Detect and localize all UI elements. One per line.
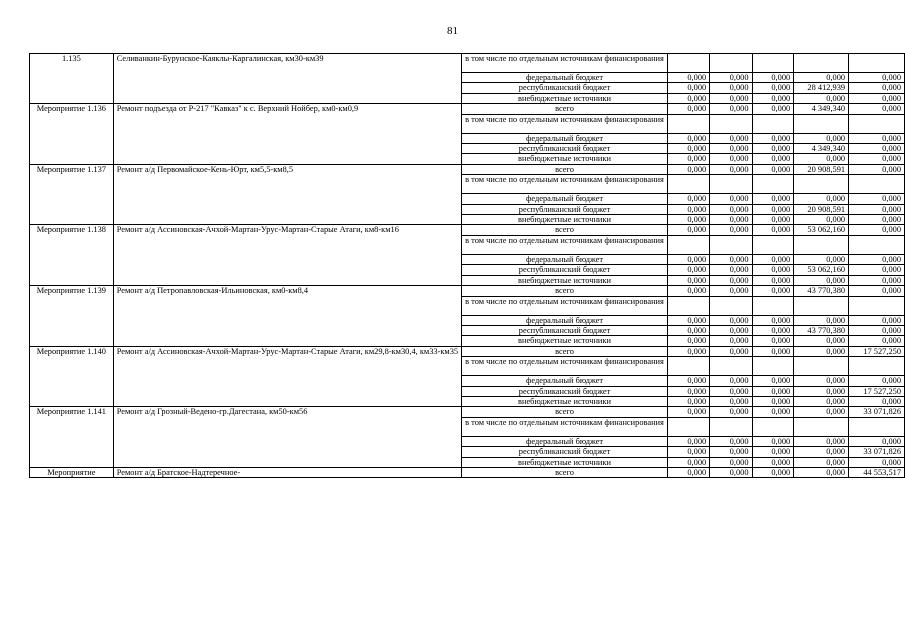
page-number: 81 xyxy=(447,25,458,37)
value-cell: 33 071,826 xyxy=(849,447,905,457)
value-cell: 0,000 xyxy=(752,194,794,204)
value-cell: 0,000 xyxy=(667,133,709,143)
empty-cell xyxy=(849,235,905,254)
value-cell: 0,000 xyxy=(710,254,752,264)
row-label-offbudget-sources: внебюджетные источники xyxy=(462,396,668,406)
value-cell: 0,000 xyxy=(794,447,849,457)
value-cell: 0,000 xyxy=(710,325,752,335)
value-cell: 0,000 xyxy=(710,194,752,204)
value-cell: 0,000 xyxy=(710,467,752,477)
empty-cell xyxy=(667,114,709,133)
event-number: Мероприятие 1.136 xyxy=(30,104,114,165)
value-cell: 0,000 xyxy=(849,315,905,325)
value-cell: 17 527,250 xyxy=(849,386,905,396)
value-cell: 0,000 xyxy=(794,407,849,417)
value-cell: 0,000 xyxy=(849,225,905,235)
row-label-republic-budget: республиканский бюджет xyxy=(462,204,668,214)
value-cell: 0,000 xyxy=(849,436,905,446)
value-cell: 0,000 xyxy=(752,164,794,174)
value-cell: 4 349,340 xyxy=(794,104,849,114)
row-label-total: всего xyxy=(462,346,668,356)
value-cell: 0,000 xyxy=(752,346,794,356)
value-cell: 0,000 xyxy=(667,336,709,346)
empty-cell xyxy=(667,235,709,254)
value-cell: 0,000 xyxy=(710,286,752,296)
row-label-offbudget-sources: внебюджетные источники xyxy=(462,93,668,103)
value-cell: 0,000 xyxy=(710,336,752,346)
empty-cell xyxy=(752,357,794,376)
row-label-incl: в том числе по отдельным источникам финансирования xyxy=(462,296,668,315)
event-name: Ремонт а/д Первомайское-Кень-Юрт, км5,5-км8,5 xyxy=(113,164,461,225)
value-cell: 0,000 xyxy=(752,436,794,446)
value-cell: 0,000 xyxy=(710,133,752,143)
value-cell: 0,000 xyxy=(794,376,849,386)
row-label-total: всего xyxy=(462,407,668,417)
value-cell: 0,000 xyxy=(752,315,794,325)
row-label-federal-budget: федеральный бюджет xyxy=(462,133,668,143)
event-name: Ремонт а/д Петропавловская-Ильиновская, км0-км8,4 xyxy=(113,286,461,347)
event-name: Селиванкин-Бурунское-Каяклы-Каргалинская, км30-км39 xyxy=(113,54,461,104)
empty-cell xyxy=(752,175,794,194)
value-cell: 0,000 xyxy=(710,275,752,285)
event-number: Мероприятие 1.140 xyxy=(30,346,114,407)
value-cell: 0,000 xyxy=(667,154,709,164)
value-cell: 0,000 xyxy=(849,144,905,154)
value-cell: 0,000 xyxy=(849,133,905,143)
value-cell: 28 412,939 xyxy=(794,83,849,93)
value-cell: 53 062,160 xyxy=(794,265,849,275)
empty-cell xyxy=(710,235,752,254)
row-label-offbudget-sources: внебюджетные источники xyxy=(462,336,668,346)
empty-cell xyxy=(794,114,849,133)
value-cell: 0,000 xyxy=(752,447,794,457)
value-cell: 0,000 xyxy=(849,104,905,114)
value-cell: 43 770,380 xyxy=(794,325,849,335)
value-cell: 0,000 xyxy=(667,164,709,174)
value-cell: 0,000 xyxy=(710,144,752,154)
value-cell: 0,000 xyxy=(667,265,709,275)
table-row xyxy=(30,54,905,73)
value-cell: 0,000 xyxy=(849,204,905,214)
empty-cell xyxy=(667,417,709,436)
value-cell: 0,000 xyxy=(849,376,905,386)
value-cell: 0,000 xyxy=(849,73,905,83)
value-cell: 0,000 xyxy=(667,194,709,204)
row-label-republic-budget: республиканский бюджет xyxy=(462,265,668,275)
value-cell: 0,000 xyxy=(752,265,794,275)
row-label-federal-budget: федеральный бюджет xyxy=(462,315,668,325)
value-cell: 0,000 xyxy=(752,407,794,417)
value-cell: 0,000 xyxy=(710,83,752,93)
value-cell: 0,000 xyxy=(710,457,752,467)
empty-cell xyxy=(794,296,849,315)
value-cell: 0,000 xyxy=(667,225,709,235)
value-cell: 0,000 xyxy=(667,436,709,446)
event-name: Ремонт а/д Братское-Надтеречное- xyxy=(113,467,461,477)
value-cell: 0,000 xyxy=(710,386,752,396)
value-cell: 0,000 xyxy=(710,154,752,164)
value-cell: 0,000 xyxy=(710,436,752,446)
value-cell: 0,000 xyxy=(794,73,849,83)
value-cell: 0,000 xyxy=(667,104,709,114)
value-cell: 0,000 xyxy=(794,154,849,164)
row-label-offbudget-sources: внебюджетные источники xyxy=(462,457,668,467)
value-cell: 0,000 xyxy=(667,73,709,83)
value-cell: 0,000 xyxy=(710,376,752,386)
value-cell: 0,000 xyxy=(752,386,794,396)
value-cell: 0,000 xyxy=(710,104,752,114)
value-cell: 0,000 xyxy=(752,93,794,103)
empty-cell xyxy=(849,417,905,436)
row-label-total: всего xyxy=(462,225,668,235)
empty-cell xyxy=(752,296,794,315)
row-label-total: всего xyxy=(462,164,668,174)
value-cell: 0,000 xyxy=(710,204,752,214)
empty-cell xyxy=(667,54,709,73)
value-cell: 4 349,340 xyxy=(794,144,849,154)
value-cell: 0,000 xyxy=(752,154,794,164)
value-cell: 0,000 xyxy=(794,386,849,396)
row-label-republic-budget: республиканский бюджет xyxy=(462,144,668,154)
value-cell: 0,000 xyxy=(667,144,709,154)
value-cell: 0,000 xyxy=(667,457,709,467)
row-label-incl: в том числе по отдельным источникам финансирования xyxy=(462,114,668,133)
value-cell: 0,000 xyxy=(667,407,709,417)
value-cell: 0,000 xyxy=(849,164,905,174)
value-cell: 0,000 xyxy=(752,104,794,114)
empty-cell xyxy=(710,417,752,436)
row-label-offbudget-sources: внебюджетные источники xyxy=(462,215,668,225)
value-cell: 33 071,826 xyxy=(849,407,905,417)
value-cell: 0,000 xyxy=(752,286,794,296)
value-cell: 0,000 xyxy=(667,204,709,214)
empty-cell xyxy=(752,54,794,73)
value-cell: 0,000 xyxy=(710,407,752,417)
value-cell: 0,000 xyxy=(849,194,905,204)
value-cell: 0,000 xyxy=(752,73,794,83)
event-number: Мероприятие 1.141 xyxy=(30,407,114,468)
row-label-incl: в том числе по отдельным источникам финансирования xyxy=(462,357,668,376)
row-label-incl: в том числе по отдельным источникам финансирования xyxy=(462,175,668,194)
financing-table xyxy=(29,53,905,478)
event-number: Мероприятие 1.139 xyxy=(30,286,114,347)
table-row xyxy=(30,104,905,114)
empty-cell xyxy=(710,175,752,194)
value-cell: 0,000 xyxy=(752,336,794,346)
row-label-total: всего xyxy=(462,286,668,296)
value-cell: 0,000 xyxy=(667,447,709,457)
value-cell: 0,000 xyxy=(849,325,905,335)
value-cell: 0,000 xyxy=(849,396,905,406)
row-label-total: всего xyxy=(462,104,668,114)
row-label-incl: в том числе по отдельным источникам финансирования xyxy=(462,235,668,254)
empty-cell xyxy=(794,175,849,194)
value-cell: 0,000 xyxy=(752,396,794,406)
table-row xyxy=(30,225,905,235)
value-cell: 0,000 xyxy=(752,457,794,467)
value-cell: 0,000 xyxy=(752,133,794,143)
empty-cell xyxy=(794,235,849,254)
empty-cell xyxy=(752,417,794,436)
event-number: Мероприятие xyxy=(30,467,114,477)
value-cell: 0,000 xyxy=(849,83,905,93)
empty-cell xyxy=(794,417,849,436)
row-label-incl: в том числе по отдельным источникам финансирования xyxy=(462,417,668,436)
value-cell: 0,000 xyxy=(794,93,849,103)
value-cell: 0,000 xyxy=(667,286,709,296)
table-row xyxy=(30,467,905,477)
value-cell: 0,000 xyxy=(794,215,849,225)
row-label-federal-budget: федеральный бюджет xyxy=(462,73,668,83)
value-cell: 0,000 xyxy=(849,275,905,285)
value-cell: 0,000 xyxy=(667,376,709,386)
table-row xyxy=(30,164,905,174)
value-cell: 0,000 xyxy=(667,467,709,477)
row-label-federal-budget: федеральный бюджет xyxy=(462,194,668,204)
empty-cell xyxy=(667,175,709,194)
value-cell: 43 770,380 xyxy=(794,286,849,296)
value-cell: 0,000 xyxy=(710,396,752,406)
value-cell: 0,000 xyxy=(752,225,794,235)
value-cell: 53 062,160 xyxy=(794,225,849,235)
row-label-republic-budget: республиканский бюджет xyxy=(462,325,668,335)
value-cell: 0,000 xyxy=(752,144,794,154)
value-cell: 0,000 xyxy=(849,254,905,264)
row-label-republic-budget: республиканский бюджет xyxy=(462,83,668,93)
value-cell: 0,000 xyxy=(667,386,709,396)
value-cell: 0,000 xyxy=(710,315,752,325)
value-cell: 0,000 xyxy=(710,225,752,235)
empty-cell xyxy=(849,114,905,133)
value-cell: 0,000 xyxy=(794,467,849,477)
value-cell: 0,000 xyxy=(667,346,709,356)
empty-cell xyxy=(849,54,905,73)
event-name: Ремонт а/д Грозный-Ведено-гр.Дагестана, км50-км56 xyxy=(113,407,461,468)
value-cell: 20 908,591 xyxy=(794,164,849,174)
value-cell: 0,000 xyxy=(710,215,752,225)
value-cell: 0,000 xyxy=(849,286,905,296)
value-cell: 0,000 xyxy=(710,164,752,174)
value-cell: 44 553,517 xyxy=(849,467,905,477)
row-label-offbudget-sources: внебюджетные источники xyxy=(462,154,668,164)
table-row xyxy=(30,346,905,356)
empty-cell xyxy=(710,296,752,315)
value-cell: 0,000 xyxy=(752,254,794,264)
value-cell: 0,000 xyxy=(794,133,849,143)
empty-cell xyxy=(710,357,752,376)
value-cell: 0,000 xyxy=(849,457,905,467)
value-cell: 0,000 xyxy=(794,275,849,285)
event-name: Ремонт а/д Ассиновская-Ачхой-Мартан-Урус-Мартан-Старые Атаги, км8-км16 xyxy=(113,225,461,286)
empty-cell xyxy=(849,296,905,315)
value-cell: 0,000 xyxy=(752,325,794,335)
event-name: Ремонт а/д Ассиновская-Ачхой-Мартан-Урус-Мартан-Старые Атаги, км29,8-км30,4, км33-км35 xyxy=(113,346,461,407)
value-cell: 0,000 xyxy=(667,254,709,264)
empty-cell xyxy=(710,114,752,133)
value-cell: 20 908,591 xyxy=(794,204,849,214)
empty-cell xyxy=(849,357,905,376)
value-cell: 0,000 xyxy=(667,215,709,225)
value-cell: 0,000 xyxy=(710,93,752,103)
event-number: Мероприятие 1.138 xyxy=(30,225,114,286)
table-row xyxy=(30,286,905,296)
value-cell: 0,000 xyxy=(794,457,849,467)
value-cell: 0,000 xyxy=(667,325,709,335)
value-cell: 0,000 xyxy=(667,396,709,406)
event-name: Ремонт подъезда от Р-217 "Кавказ" к с. Верхний Нойбер, км0-км0,9 xyxy=(113,104,461,165)
empty-cell xyxy=(794,54,849,73)
event-number: 1.135 xyxy=(30,54,114,104)
empty-cell xyxy=(752,235,794,254)
value-cell: 0,000 xyxy=(752,83,794,93)
value-cell: 0,000 xyxy=(710,447,752,457)
value-cell: 0,000 xyxy=(752,215,794,225)
value-cell: 0,000 xyxy=(752,376,794,386)
value-cell: 0,000 xyxy=(849,336,905,346)
value-cell: 0,000 xyxy=(752,204,794,214)
value-cell: 0,000 xyxy=(794,315,849,325)
value-cell: 0,000 xyxy=(667,315,709,325)
empty-cell xyxy=(794,357,849,376)
row-label-federal-budget: федеральный бюджет xyxy=(462,254,668,264)
event-number: Мероприятие 1.137 xyxy=(30,164,114,225)
row-label-republic-budget: республиканский бюджет xyxy=(462,386,668,396)
empty-cell xyxy=(849,175,905,194)
value-cell: 0,000 xyxy=(794,396,849,406)
empty-cell xyxy=(752,114,794,133)
empty-cell xyxy=(667,296,709,315)
value-cell: 0,000 xyxy=(794,336,849,346)
value-cell: 0,000 xyxy=(752,275,794,285)
value-cell: 0,000 xyxy=(849,215,905,225)
value-cell: 0,000 xyxy=(710,73,752,83)
value-cell: 0,000 xyxy=(849,265,905,275)
value-cell: 0,000 xyxy=(710,265,752,275)
value-cell: 0,000 xyxy=(794,346,849,356)
value-cell: 0,000 xyxy=(794,194,849,204)
value-cell: 0,000 xyxy=(849,154,905,164)
value-cell: 17 527,250 xyxy=(849,346,905,356)
empty-cell xyxy=(667,357,709,376)
table-row xyxy=(30,407,905,417)
row-label-republic-budget: республиканский бюджет xyxy=(462,447,668,457)
value-cell: 0,000 xyxy=(794,254,849,264)
row-label-total: всего xyxy=(462,467,668,477)
value-cell: 0,000 xyxy=(849,93,905,103)
value-cell: 0,000 xyxy=(667,83,709,93)
row-label-federal-budget: федеральный бюджет xyxy=(462,376,668,386)
value-cell: 0,000 xyxy=(667,93,709,103)
value-cell: 0,000 xyxy=(710,346,752,356)
row-label-offbudget-sources: внебюджетные источники xyxy=(462,275,668,285)
value-cell: 0,000 xyxy=(752,467,794,477)
empty-cell xyxy=(710,54,752,73)
value-cell: 0,000 xyxy=(794,436,849,446)
value-cell: 0,000 xyxy=(667,275,709,285)
row-label-incl: в том числе по отдельным источникам финансирования xyxy=(462,54,668,73)
row-label-federal-budget: федеральный бюджет xyxy=(462,436,668,446)
